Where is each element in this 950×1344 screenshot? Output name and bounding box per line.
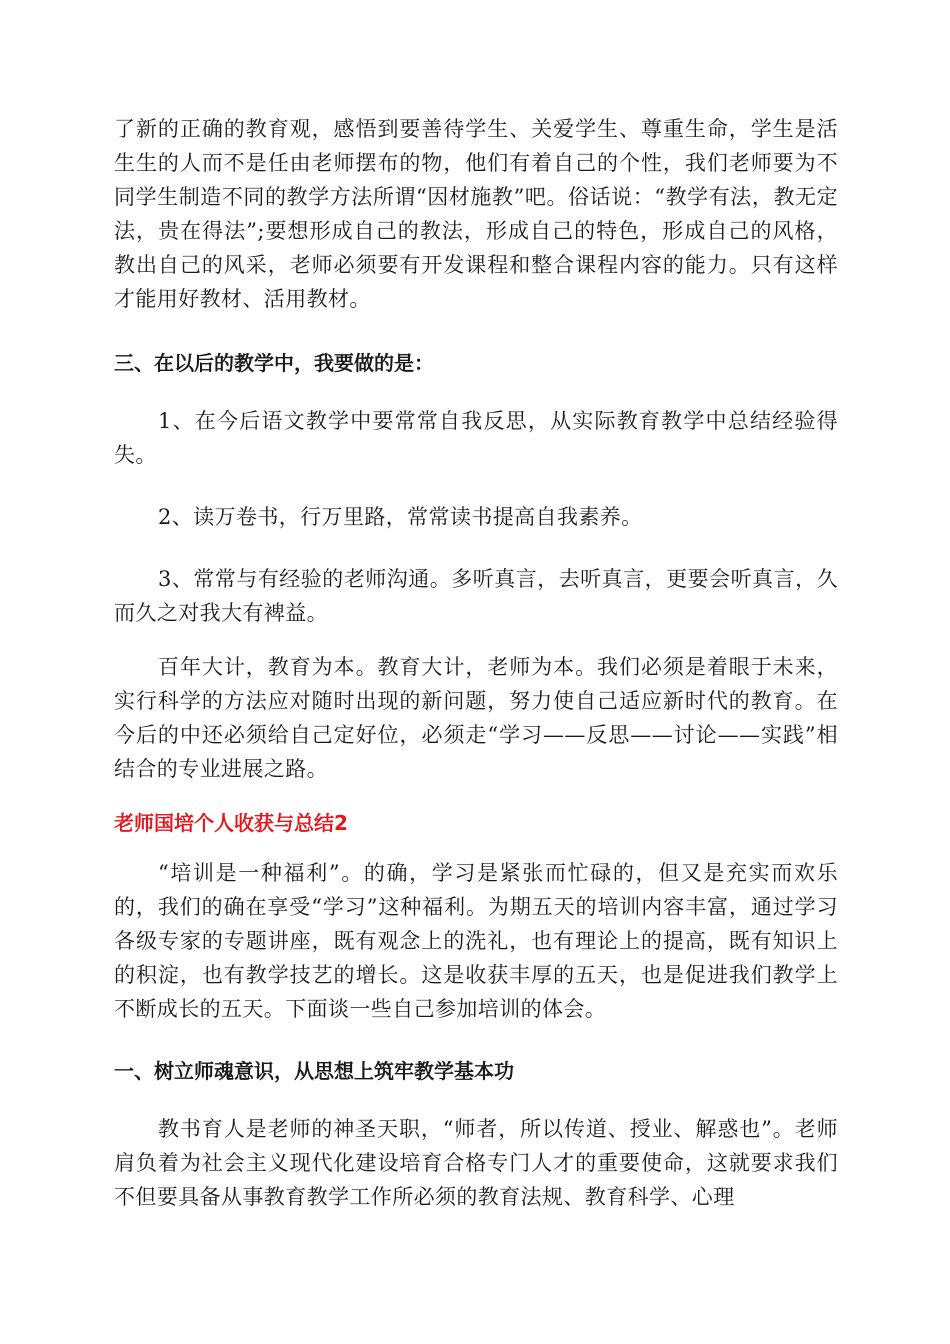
paragraph-continued: 了新的正确的教育观，感悟到要善待学生、关爱学生、尊重生命，学生是活生生的人而不是任由老师摆布的物，他们有着自己的个性，我们老师要为不同学生制造不同的教学方法所谓“因材施教”吧。俗话说：“教学有法，教无定法，贵在得法”;要想形成自己的教法，形成自己的特色，形成自己的风格，教出自己的风采，老师必须要有开发课程和整合课程内容的能力。只有这样才能用好教材、活用教材。 xyxy=(114,117,838,311)
list-item-2: 2、读万卷书，行万里路，常常读书提高自我素养。 xyxy=(158,505,643,529)
intro-paragraph: “培训是一种福利”。的确，学习是紧张而忙碌的，但又是充实而欢乐的，我们的确在享受“学习”这种福利。为期五天的培训内容丰富，通过学习各级专家的专题讲座，既有观念上的洗礼，也有理论上的提高，既有知识上的积淀，也有教学技艺的增长。这是收获丰厚的五天，也是促进我们教学上不断成长的五天。下面谈一些自己参加培训的体会。 xyxy=(114,861,838,1021)
heading-three: 三、在以后的教学中，我要做的是： xyxy=(114,351,434,375)
body-paragraph: 教书育人是老师的神圣天职，“师者，所以传道、授业、解惑也”。老师肩负着为社会主义现代化建设培育合格专门人才的重要使命，这就要求我们不但要具备从事教育教学工作所必须的教育法规、教育科学、心理 xyxy=(114,1117,838,1209)
heading-one: 一、树立师魂意识，从思想上筑牢教学基本功 xyxy=(114,1059,514,1083)
conclusion-paragraph: 百年大计，教育为本。教育大计，老师为本。我们必须是着眼于未来，实行科学的方法应对随时出现的新问题，努力使自己适应新时代的教育。在今后的中还必须给自己定好位，必须走“学习——反思——讨论——实践”相结合的专业进展之路。 xyxy=(114,655,838,781)
section-title: 老师国培个人收获与总结2 xyxy=(114,811,348,835)
list-item-3: 3、常常与有经验的老师沟通。多听真言，去听真言，更要会听真言，久而久之对我大有裨益。 xyxy=(114,567,838,625)
document-page xyxy=(114,112,838,1214)
list-item-1: 1、在今后语文教学中要常常自我反思，从实际教育教学中总结经验得失。 xyxy=(114,409,838,467)
